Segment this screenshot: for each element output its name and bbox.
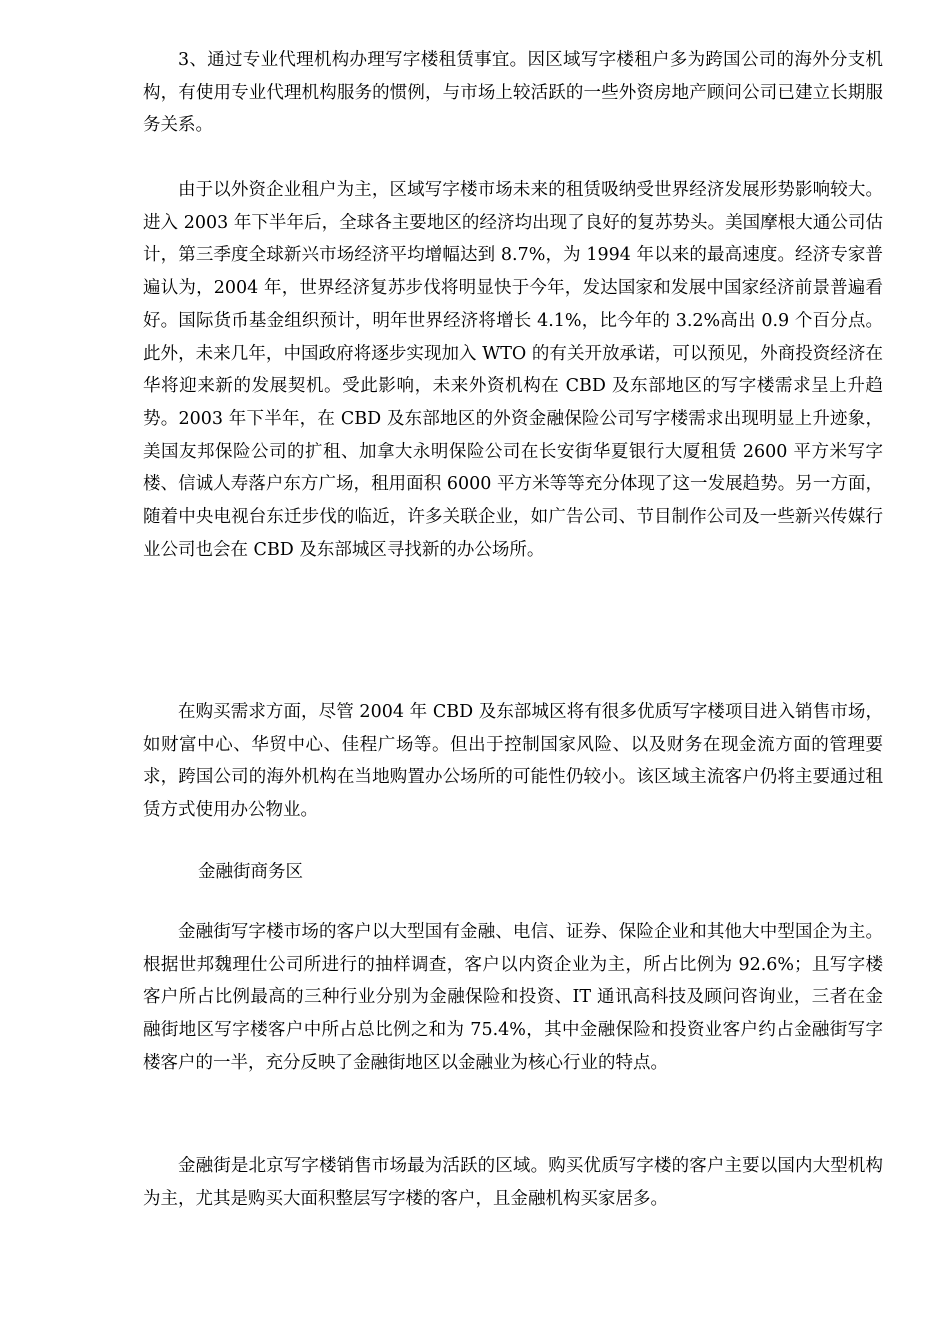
paragraph-agency-leasing: 3、通过专业代理机构办理写字楼租赁事宜。因区域写字楼租户多为跨国公司的海外分支机构，有使用专业代理机构服务的惯例，与市场上较活跃的一些外资房地产顾问公司已建立长期服务关系。 — [143, 50, 883, 136]
section-heading-financial-street: 金融街商务区 — [198, 862, 303, 882]
paragraph-leasing-outlook: 由于以外资企业租户为主，区域写字楼市场未来的租赁吸纳受世界经济发展形势影响较大。进入 2003 年下半年后，全球各主要地区的经济均出现了良好的复苏势头。美国摩根大通公司估计，第三季度全球新兴市场经济平均增幅达到 8.7%，为 1994 年以来的最高速度。经济专家普遍认为，2004 年，世界经济复苏步伐将明显快于今年，发达国家和发展中国家经济前景普遍看好。国际货币基金组织预计，明年世界经济将增长 4.1%，比今年的 3.2%高出 0.9 个百分点。此外，未来几年，中国政府将逐步实现加入 WTO 的有关开放承诺，可以预见，外商投资经济在华将迎来新的发展契机。受此影响，未来外资机构在 CBD 及东部地区的写字楼需求呈上升趋势。2003 年下半年，在 CBD 及东部地区的外资金融保险公司写字楼需求出现明显上升迹象，美国友邦保险公司的扩租、加拿大永明保险公司在长安街华夏银行大厦租赁 2600 平方米写字楼、信诚人寿落户东方广场，租用面积 6000 平方米等等充分体现了这一发展趋势。另一方面，随着中央电视台东迁步伐的临近，许多关联企业，如广告公司、节目制作公司及一些新兴传媒行业公司也会在 CBD 及东部城区寻找新的办公场所。 — [143, 180, 883, 560]
paragraph-purchase-demand: 在购买需求方面，尽管 2004 年 CBD 及东部城区将有很多优质写字楼项目进入销售市场，如财富中心、华贸中心、佳程广场等。但出于控制国家风险、以及财务在现金流方面的管理要求，跨国公司的海外机构在当地购置办公场所的可能性仍较小。该区域主流客户仍将主要通过租赁方式使用办公物业。 — [143, 702, 883, 821]
paragraph-financial-street-sales: 金融街是北京写字楼销售市场最为活跃的区域。购买优质写字楼的客户主要以国内大型机构为主，尤其是购买大面积整层写字楼的客户，且金融机构买家居多。 — [143, 1156, 883, 1209]
paragraph-financial-street-clients: 金融街写字楼市场的客户以大型国有金融、电信、证券、保险企业和其他大中型国企为主。根据世邦魏理仕公司所进行的抽样调查，客户以内资企业为主，所占比例为 92.6%；且写字楼客户所占比例最高的三种行业分别为金融保险和投资、IT 通讯高科技及顾问咨询业，三者在金融街地区写字楼客户中所占总比例之和为 75.4%，其中金融保险和投资业客户约占金融街写字楼客户的一半，充分反映了金融街地区以金融业为核心行业的特点。 — [143, 922, 883, 1073]
